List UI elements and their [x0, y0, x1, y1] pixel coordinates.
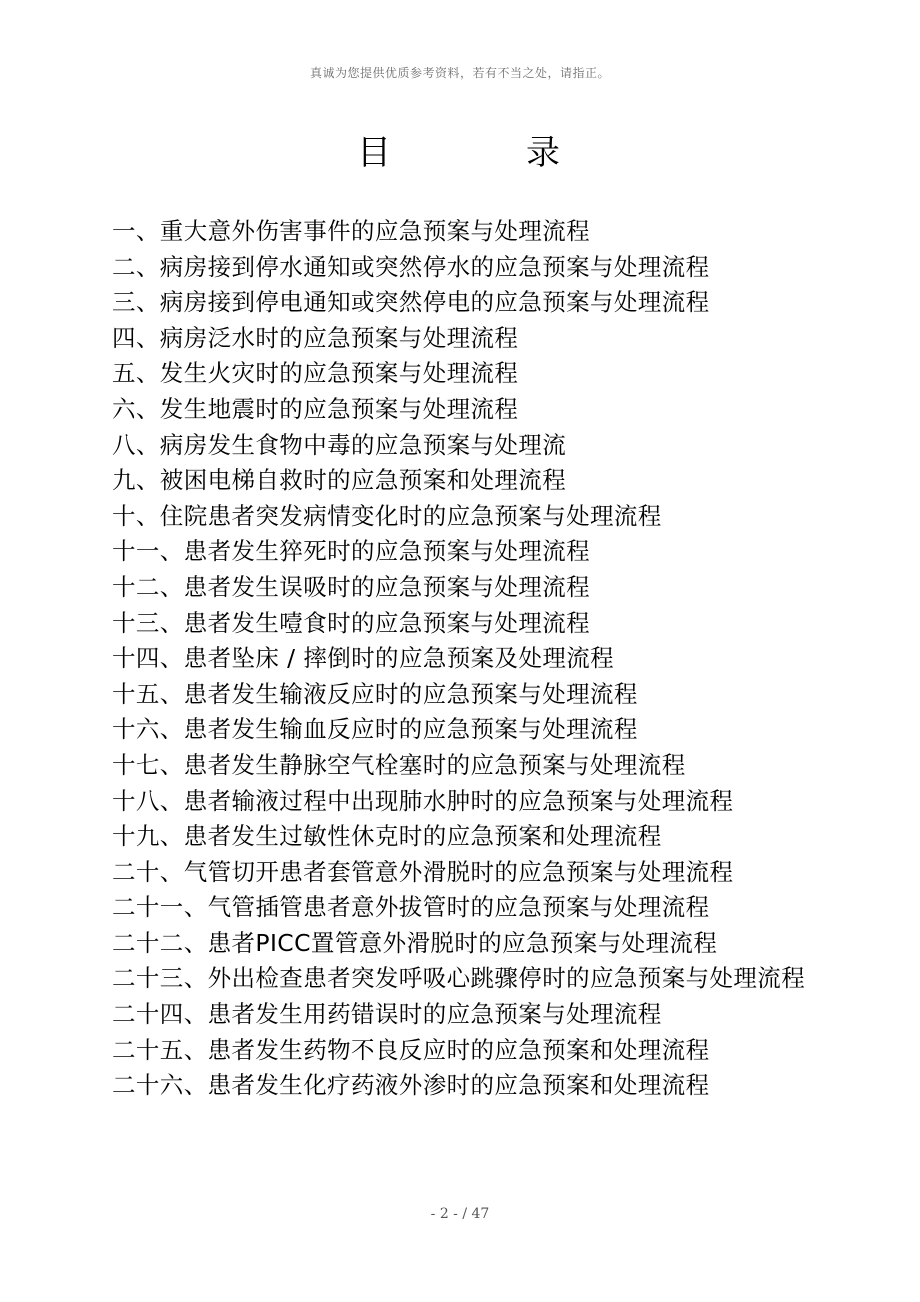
- toc-item[interactable]: 十三、患者发生噎食时的应急预案与处理流程: [112, 608, 590, 637]
- toc-item[interactable]: 十五、患者发生输液反应时的应急预案与处理流程: [112, 679, 638, 708]
- title-char-right: 录: [526, 133, 560, 173]
- page-title: [0, 130, 920, 176]
- toc-item[interactable]: 十八、患者输液过程中出现肺水肿时的应急预案与处理流程: [112, 786, 734, 815]
- toc-item[interactable]: 三、病房接到停电通知或突然停电的应急预案与处理流程: [112, 288, 710, 317]
- toc-item[interactable]: 十六、患者发生输血反应时的应急预案与处理流程: [112, 715, 638, 744]
- toc-item[interactable]: 六、发生地震时的应急预案与处理流程: [112, 394, 519, 423]
- toc-item[interactable]: 八、病房发生食物中毒的应急预案与处理流: [112, 430, 567, 459]
- toc-item[interactable]: 一、重大意外伤害事件的应急预案与处理流程: [112, 217, 590, 245]
- toc-item[interactable]: 九、被困电梯自救时的应急预案和处理流程: [112, 466, 567, 495]
- header-note: 真诚为您提供优质参考资料，若有不当之处，请指正。: [309, 66, 610, 80]
- toc-item[interactable]: 二十、气管切开患者套管意外滑脱时的应急预案与处理流程: [112, 857, 734, 886]
- toc-item[interactable]: 二十二、患者PICC置管意外滑脱时的应急预案与处理流程: [112, 928, 718, 957]
- toc-item[interactable]: 四、病房泛水时的应急预案与处理流程: [112, 323, 519, 352]
- toc-item[interactable]: 二十五、患者发生药物不良反应时的应急预案和处理流程: [112, 1035, 710, 1064]
- toc-item[interactable]: 五、发生火灾时的应急预案与处理流程: [112, 359, 519, 388]
- toc-item[interactable]: 十四、患者坠床 / 摔倒时的应急预案及处理流程: [112, 644, 615, 673]
- toc-item[interactable]: 十二、患者发生误吸时的应急预案与处理流程: [112, 572, 590, 601]
- title-char-left: 目: [357, 133, 391, 173]
- toc-item[interactable]: 二十六、患者发生化疗药液外渗时的应急预案和处理流程: [112, 1071, 710, 1100]
- page-number: - 2 - / 47: [430, 1206, 490, 1222]
- toc-item[interactable]: 十一、患者发生猝死时的应急预案与处理流程: [112, 537, 590, 566]
- toc-item[interactable]: 二十一、气管插管患者意外拔管时的应急预案与处理流程: [112, 893, 710, 922]
- toc-item[interactable]: 十七、患者发生静脉空气栓塞时的应急预案与处理流程: [112, 750, 686, 779]
- table-of-contents: [112, 214, 812, 1104]
- toc-item[interactable]: 二十四、患者发生用药错误时的应急预案与处理流程: [112, 1000, 662, 1029]
- toc-item[interactable]: 十九、患者发生过敏性休克时的应急预案和处理流程: [112, 822, 662, 851]
- toc-item[interactable]: 二、病房接到停水通知或突然停水的应急预案与处理流程: [112, 252, 710, 281]
- toc-item[interactable]: 十、住院患者突发病情变化时的应急预案与处理流程: [112, 501, 662, 530]
- toc-item[interactable]: 二十三、外出检查患者突发呼吸心跳骤停时的应急预案与处理流程: [112, 964, 806, 993]
